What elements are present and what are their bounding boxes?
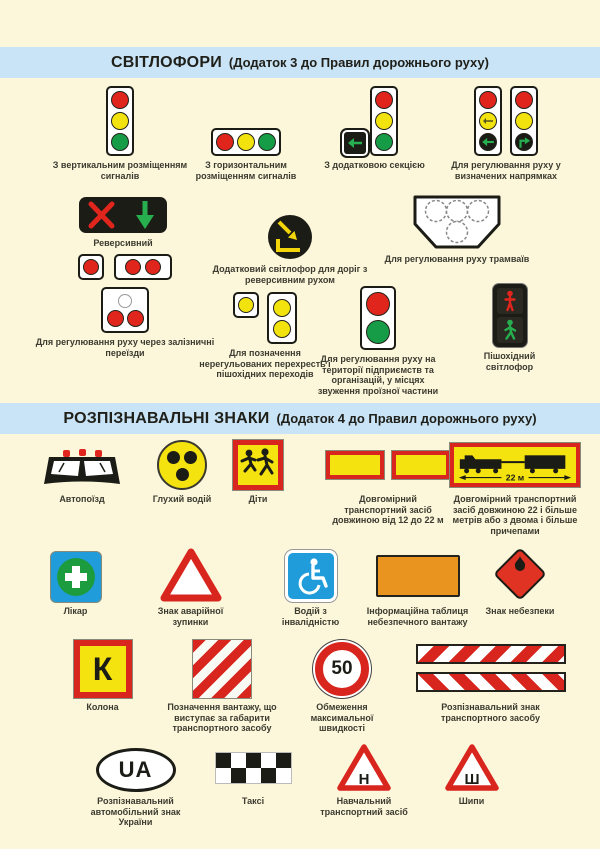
light-reversive-extra-label: Додатковий світлофор для доріг з реверсивним рухом [212, 264, 368, 285]
column-sign-icon [74, 638, 132, 698]
light-territory [312, 286, 444, 396]
light-pedestrian-label: Пішохідний світлофор [483, 351, 536, 372]
lens-yellow [111, 112, 129, 130]
wheelchair-icon [293, 557, 329, 595]
lens-yellow [237, 133, 255, 151]
truck-trailer-icon [455, 447, 575, 483]
green-left-arrow-icon [347, 137, 363, 149]
sign-column [55, 638, 150, 713]
lens-red [216, 133, 234, 151]
dimension-text: 22 м [505, 472, 525, 483]
traffic-light-housing [370, 86, 398, 156]
sign-taxi [208, 744, 298, 807]
sign-speed-limit-label: Обмеження максимальної швидкості [310, 702, 374, 734]
sign-long-vehicle-12-22-label: Довгомірний транспортний засіб довжиною від 12 до 22 м [332, 494, 444, 526]
sign-children-label: Діти [248, 494, 268, 504]
horizontal-traffic-light-icon [211, 84, 281, 156]
lens-yellow [515, 112, 533, 130]
warning-triangle-icon [160, 550, 222, 602]
main-housing [370, 86, 398, 156]
column-symbol: К [92, 651, 113, 687]
directional-traffic-lights-icon [474, 84, 538, 156]
lens-red [127, 310, 144, 327]
vertical-traffic-light-icon [106, 84, 134, 156]
lens-red [83, 259, 99, 275]
lens-white [118, 294, 132, 308]
section-title: РОЗПІЗНАВАЛЬНІ ЗНАКИ [63, 409, 270, 427]
light-extra-section [312, 84, 437, 171]
lens-yellow [238, 297, 254, 313]
long-vehicle-22-icon [450, 440, 580, 490]
light-extra-section-label: З додатковою секцією [324, 160, 425, 170]
pedestrian-light-icon [493, 284, 527, 347]
lens-green-left-arrow [479, 133, 497, 151]
section-header-traffic-lights [0, 47, 600, 78]
sign-deaf-driver-label: Глухий водій [152, 494, 212, 504]
railway-crossing-light-icon [101, 287, 149, 333]
sign-vehicle-id [408, 638, 573, 723]
traffic-light-housing [106, 86, 134, 156]
sign-emergency-stop [128, 550, 253, 627]
danger-diamond-icon [492, 550, 548, 602]
sign-taxi-label: Таксі [241, 796, 265, 806]
sign-danger [470, 550, 570, 617]
deaf-driver-icon [157, 440, 207, 490]
striped-square-icon [193, 638, 251, 698]
lens-red [479, 91, 497, 109]
light-pedestrian [452, 284, 567, 372]
sign-training-vehicle [308, 744, 420, 817]
lens-red [375, 91, 393, 109]
lens-red [366, 292, 390, 316]
sign-ua-label: Розпізнавальний автомобільний знак України [90, 796, 181, 828]
tram-signal-icon [405, 194, 509, 250]
children-sign-icon [233, 440, 283, 490]
section-subtitle: (Додаток 3 до Правил дорожнього руху) [228, 55, 489, 70]
orange-plate-icon [376, 550, 460, 602]
light-directional [436, 84, 576, 181]
light-tram [372, 194, 542, 265]
yellow-plate [392, 451, 450, 479]
left-arrow-housing [474, 86, 502, 156]
sign-training-vehicle-label: Навчальний транспортний засіб [320, 796, 408, 817]
yellow-circle [157, 440, 207, 490]
lens-green [111, 133, 129, 151]
section-header-identification-signs [0, 403, 600, 434]
sign-deaf-driver [142, 440, 222, 505]
yellow-plate [326, 451, 384, 479]
sign-long-vehicle-22plus [450, 440, 580, 536]
lens-green-bent-arrow [515, 133, 533, 151]
green-cross-icon [57, 558, 95, 596]
lens-yellow [273, 320, 291, 338]
sign-disabled-driver-label: Водій з інвалідністю [281, 606, 340, 627]
sign-road-train [22, 440, 142, 505]
training-triangle-icon [337, 744, 391, 792]
sign-ua [78, 744, 193, 828]
sign-doctor-label: Лікар [63, 606, 88, 616]
striped-plate-top [416, 644, 566, 664]
lens-red [107, 310, 124, 327]
traffic-light-housing [211, 128, 281, 156]
spikes-symbol: Ш [463, 771, 480, 788]
light-horizontal-label: З горизонтальним розміщенням сигналів [195, 160, 297, 181]
sign-long-vehicle-22plus-label: Довгомірний транспортний засіб довжиною 22 і більше метрів або з двома і більше причепами [452, 494, 578, 536]
sign-children [222, 440, 294, 505]
reversive-extra-signal-icon [267, 214, 313, 260]
taxi-checker-icon [216, 744, 291, 792]
ua-symbol: UA [118, 757, 153, 782]
sign-spikes [424, 744, 519, 807]
sign-column-label: Колона [86, 702, 119, 712]
double-red-light-icon [114, 254, 172, 280]
green-walking-person-icon [497, 317, 523, 343]
sign-dangerous-cargo-label: Інформаційна таблиця небезпечного вантажу [366, 606, 469, 627]
light-unregulated-label: Для позначення нерегульованих перехресть і пішохідних переходів [199, 348, 331, 380]
lens-red [111, 91, 129, 109]
light-horizontal [186, 84, 306, 181]
spikes-triangle-icon [445, 744, 499, 792]
lens-yellow [273, 299, 291, 317]
speed-limit-value: 50 [331, 658, 353, 679]
flame-icon [512, 555, 528, 573]
lens-red [125, 259, 141, 275]
light-railway-label: Для регулювання руху через залізничні переїзди [35, 337, 215, 358]
road-train-icon [42, 440, 122, 490]
ua-oval-icon [96, 744, 176, 792]
sign-disabled-driver [258, 550, 363, 627]
lens-red [145, 259, 161, 275]
sign-danger-label: Знак небезпеки [485, 606, 555, 616]
yellow-flashing-lights-icon [233, 292, 297, 344]
light-reversive-extra [205, 214, 375, 285]
sign-dangerous-cargo [360, 550, 475, 627]
lens-green [375, 133, 393, 151]
lens-green [258, 133, 276, 151]
vehicle-id-stripes-icon [416, 638, 566, 698]
double-yellow-light-icon [267, 292, 297, 344]
striped-plate-bottom [416, 672, 566, 692]
single-red-light-icon [78, 254, 104, 280]
light-directional-label: Для регулювання руху у визначених напрямках [451, 160, 561, 181]
sign-long-vehicle-12-22 [312, 440, 464, 526]
red-standing-person-icon [497, 288, 523, 314]
running-children-icon [239, 448, 277, 482]
right-arrow-housing [510, 86, 538, 156]
lens-green [366, 320, 390, 344]
single-yellow-light-icon [233, 292, 259, 318]
sign-doctor [28, 550, 123, 617]
lens-yellow [375, 112, 393, 130]
lens-yellow-arrow [479, 112, 497, 130]
speed-limit-sign-icon [313, 638, 371, 698]
extra-section-traffic-light-icon [352, 84, 398, 156]
light-vertical-label: З вертикальним розміщенням сигналів [52, 160, 188, 181]
training-symbol: Н [358, 771, 370, 788]
light-territory-label: Для регулювання руху на території підприємств та організацій, у місцях звуження проїзної частини [317, 354, 439, 396]
railway-top-lights [78, 254, 172, 280]
light-reversive [48, 196, 198, 249]
light-reversive-label: Реверсивний [93, 238, 153, 248]
red-lens-pair [107, 310, 144, 327]
dark-left-arrow-icon [482, 117, 494, 125]
sign-speed-limit [292, 638, 392, 734]
lens-red [515, 91, 533, 109]
light-vertical [40, 84, 200, 181]
green-bent-arrow-icon [517, 136, 531, 149]
section-title: СВІТЛОФОРИ [111, 53, 222, 71]
directional-pair [474, 86, 538, 156]
sign-oversize-cargo [158, 638, 286, 734]
light-tram-label: Для регулювання руху трамваїв [384, 254, 530, 264]
long-vehicle-plates-icon [326, 440, 450, 490]
reversive-signal-icon [78, 196, 168, 234]
green-left-arrow-icon [481, 137, 495, 147]
sign-oversize-cargo-label: Позначення вантажу, що виступає за габарити транспортного засобу [167, 702, 277, 734]
sign-vehicle-id-label: Розпізнавальний знак транспортного засобу [441, 702, 540, 723]
section-subtitle: (Додаток 4 до Правил дорожнього руху) [276, 411, 537, 426]
wheelchair-sign-icon [285, 550, 337, 602]
sign-spikes-label: Шипи [458, 796, 485, 806]
sign-emergency-stop-label: Знак аварійної зупинки [157, 606, 224, 627]
sign-road-train-label: Автопоїзд [59, 494, 105, 504]
doctor-sign-icon [51, 550, 101, 602]
two-section-light-icon [360, 286, 396, 350]
extra-green-arrow-section-icon [342, 130, 368, 156]
